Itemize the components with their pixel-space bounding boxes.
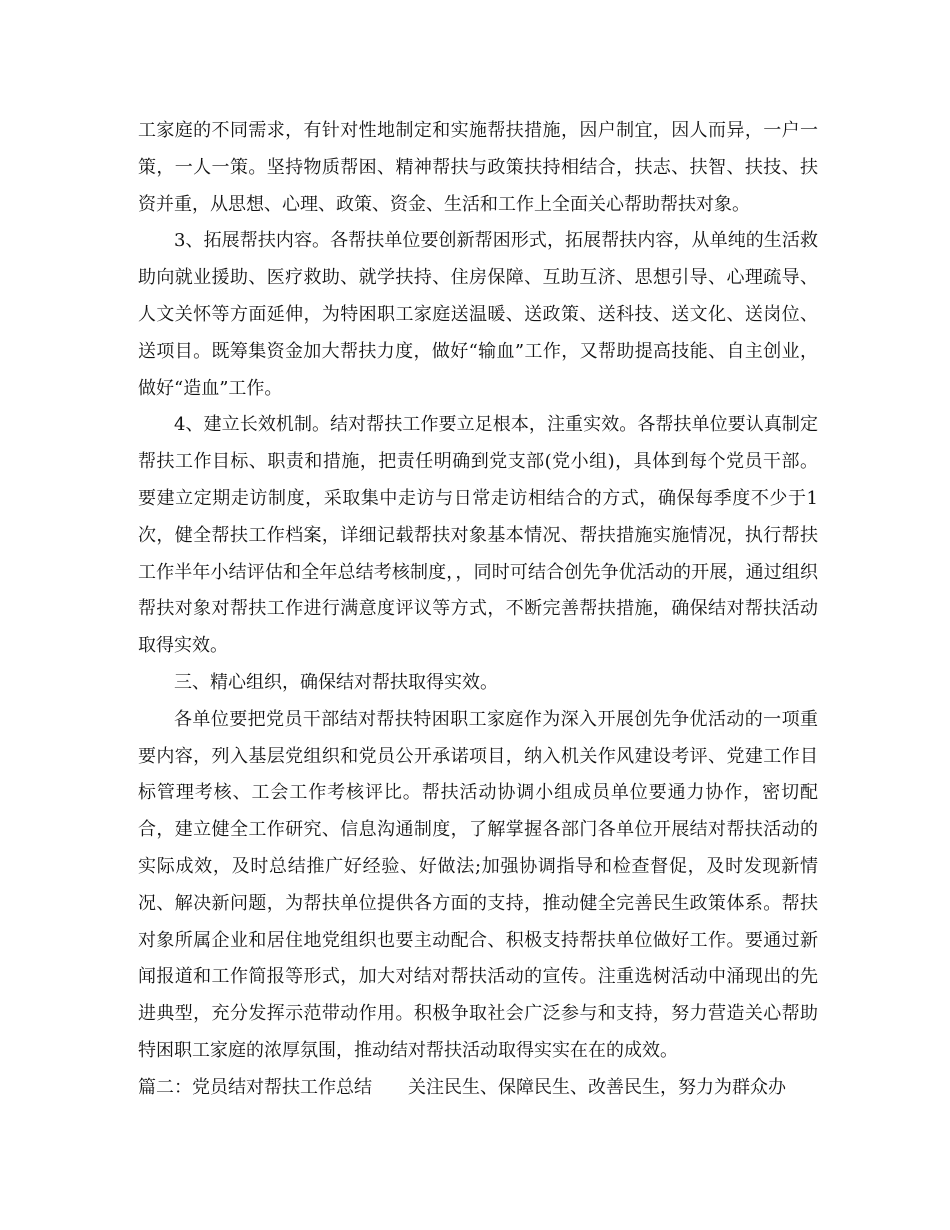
article-two-lead: 关注民生、保障民生、改善民生，努力为群众办 bbox=[408, 1076, 786, 1098]
article-two-line bbox=[138, 1070, 818, 1107]
document-body bbox=[138, 113, 818, 1107]
paragraph-item-3: 3、拓展帮扶内容。各帮扶单位要创新帮困形式，拓展帮扶内容，从单纯的生活救助向就业援助、医疗救助、就学扶持、住房保障、互助互济、思想引导、心理疏导、人文关怀等方面延伸，为特困职工家庭送温暖、送政策、送科技、送文化、送岗位、送项目。既筹集资金加大帮扶力度，做好“输血”工作，又帮助提高技能、自主创业，做好“造血”工作。 bbox=[138, 230, 818, 399]
section-heading-3: 三、精心组织，确保结对帮扶取得实效。 bbox=[174, 671, 498, 693]
paragraph-section-3-body: 各单位要把党员干部结对帮扶特困职工家庭作为深入开展创先争优活动的一项重要内容，列入基层党组织和党员公开承诺项目，纳入机关作风建设考评、党建工作目标管理考核、工会工作考核评比。帮扶活动协调小组成员单位要通力协作，密切配合，建立健全工作研究、信息沟通制度，了解掌握各部门各单位开展结对帮扶活动的实际成效，及时总结推广好经验、好做法;加强协调指导和检查督促，及时发现新情况、解决新问题，为帮扶单位提供各方面的支持，推动健全完善民生政策体系。帮扶对象所属企业和居住地党组织也要主动配合、积极支持帮扶单位做好工作。要通过新闻报道和工作简报等形式，加大对结对帮扶活动的宣传。注重选树活动中涌现出的先进典型，充分发挥示范带动作用。积极争取社会广泛参与和支持，努力营造关心帮助特困职工家庭的浓厚氛围，推动结对帮扶活动取得实实在在的成效。 bbox=[138, 708, 818, 1061]
paragraph-continued: 工家庭的不同需求，有针对性地制定和实施帮扶措施，因户制宜，因人而异，一户一策，一人一策。坚持物质帮困、精神帮扶与政策扶持相结合，扶志、扶智、扶技、扶资并重，从思想、心理、政策、资金、生活和工作上全面关心帮助帮扶对象。 bbox=[138, 120, 818, 215]
paragraph-item-4: 4、建立长效机制。结对帮扶工作要立足根本，注重实效。各帮扶单位要认真制定帮扶工作目标、职责和措施，把责任明确到党支部(党小组)，具体到每个党员干部。要建立定期走访制度，采取集中走访与日常走访相结合的方式，确保每季度不少于1次，健全帮扶工作档案，详细记载帮扶对象基本情况、帮扶措施实施情况，执行帮扶工作半年小结评估和全年总结考核制度，，同时可结合创先争优活动的开展，通过组织帮扶对象对帮扶工作进行满意度评议等方式，不断完善帮扶措施，确保结对帮扶活动取得实效。 bbox=[138, 414, 818, 657]
article-two-title: 篇二：党员结对帮扶工作总结 bbox=[138, 1076, 372, 1098]
